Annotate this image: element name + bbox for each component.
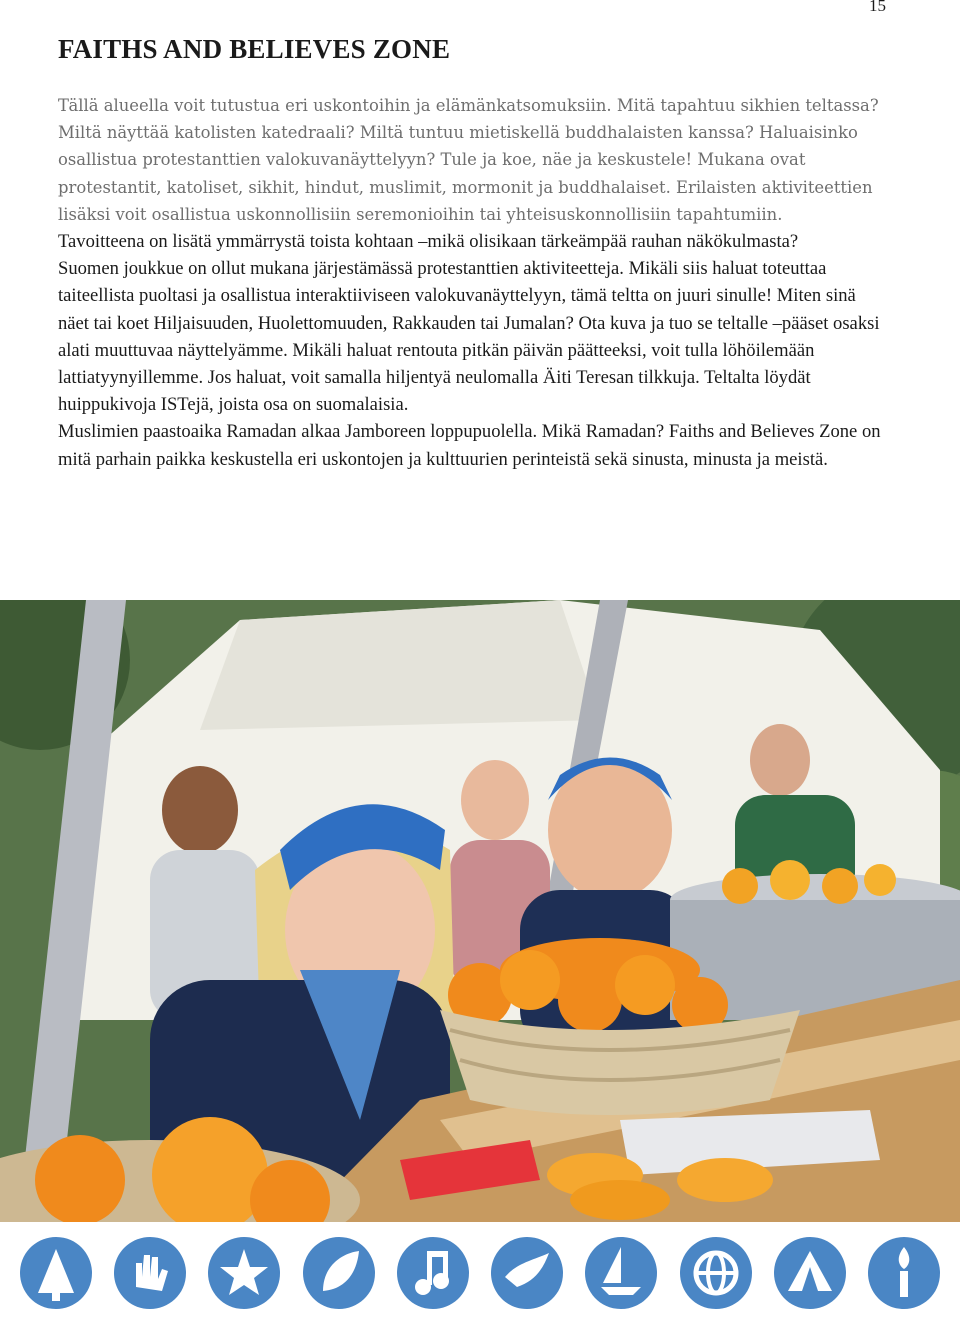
tree-emblem-icon: [14, 1231, 98, 1315]
hand-emblem-icon: [108, 1231, 192, 1315]
photo-illustration: [0, 600, 960, 1222]
tent-emblem-icon: [768, 1231, 852, 1315]
leaf-emblem-icon: [297, 1231, 381, 1315]
paragraph-goal: Tavoitteena on lisätä ymmärrystä toista kohtaan –mikä olisikaan tärkeämpää rauhan näkökulmasta?: [58, 231, 799, 253]
emblem-row: [0, 1222, 960, 1324]
article-body: [58, 92, 888, 473]
page-number: 15: [869, 0, 886, 15]
globe-emblem-icon: [674, 1231, 758, 1315]
dove-emblem-icon: [485, 1231, 569, 1315]
paragraph-intro: Tällä alueella voit tutustua eri uskontoihin ja elämänkatsomuksiin. Mitä tapahtuu sikhien teltassa? Miltä näyttää katolisten katedraali? Miltä tuntuu mietiskellä buddhalaisten kanssa? Haluaisinko osallistua protestanttien valokuvanäyttelyyn? Tule ja koe, näe ja keskustele! Mukana ovat protestantit, katoliset, sikhit, hindut, muslimit, mormonit ja buddhalaiset. Erilaisten aktiviteettien lisäksi voit osallistua uskonnollisiin seremonioihin tai yhteisuskonnollisiin tapahtumiin.: [58, 96, 879, 224]
torch-emblem-icon: [862, 1231, 946, 1315]
page-title: FAITHS AND BELIEVES ZONE: [58, 34, 451, 64]
scouts-photo: [0, 600, 960, 1222]
paragraph-finnish-team: Suomen joukkue on ollut mukana järjestämässä protestanttien aktiviteetteja. Mikäli siis haluat toteuttaa taiteellista puoltasi ja osallistua interaktiiviseen valokuvanäyttelyyn, tämä teltta on juuri sinulle! Miten sinä näet tai koet Hiljaisuuden, Huolettomuuden, Rakkauden tai Jumalan? Ota kuva ja tuo se teltalle –pääset osaksi alati muuttuvaa näyttelyämme. Mikäli haluat rentouta pitkän päivän päätteeksi, voit tulla löhöilemään lattiatyynyillemme. Jos haluat, voit samalla hiljentyä neulomalla Äiti Teresan tilkkuja. Teltalta löydät huippukivoja ISTejä, joista osa on suomalaisia.: [58, 258, 880, 416]
music-emblem-icon: [391, 1231, 475, 1315]
boat-emblem-icon: [579, 1231, 663, 1315]
paragraph-ramadan: Muslimien paastoaika Ramadan alkaa Jamboreen loppupuolella. Mikä Ramadan? Faiths and Believes Zone on mitä parhain paikka keskustella eri uskontojen ja kulttuurien perinteistä sekä sinusta, minusta ja meistä.: [58, 421, 881, 470]
star-emblem-icon: [202, 1231, 286, 1315]
